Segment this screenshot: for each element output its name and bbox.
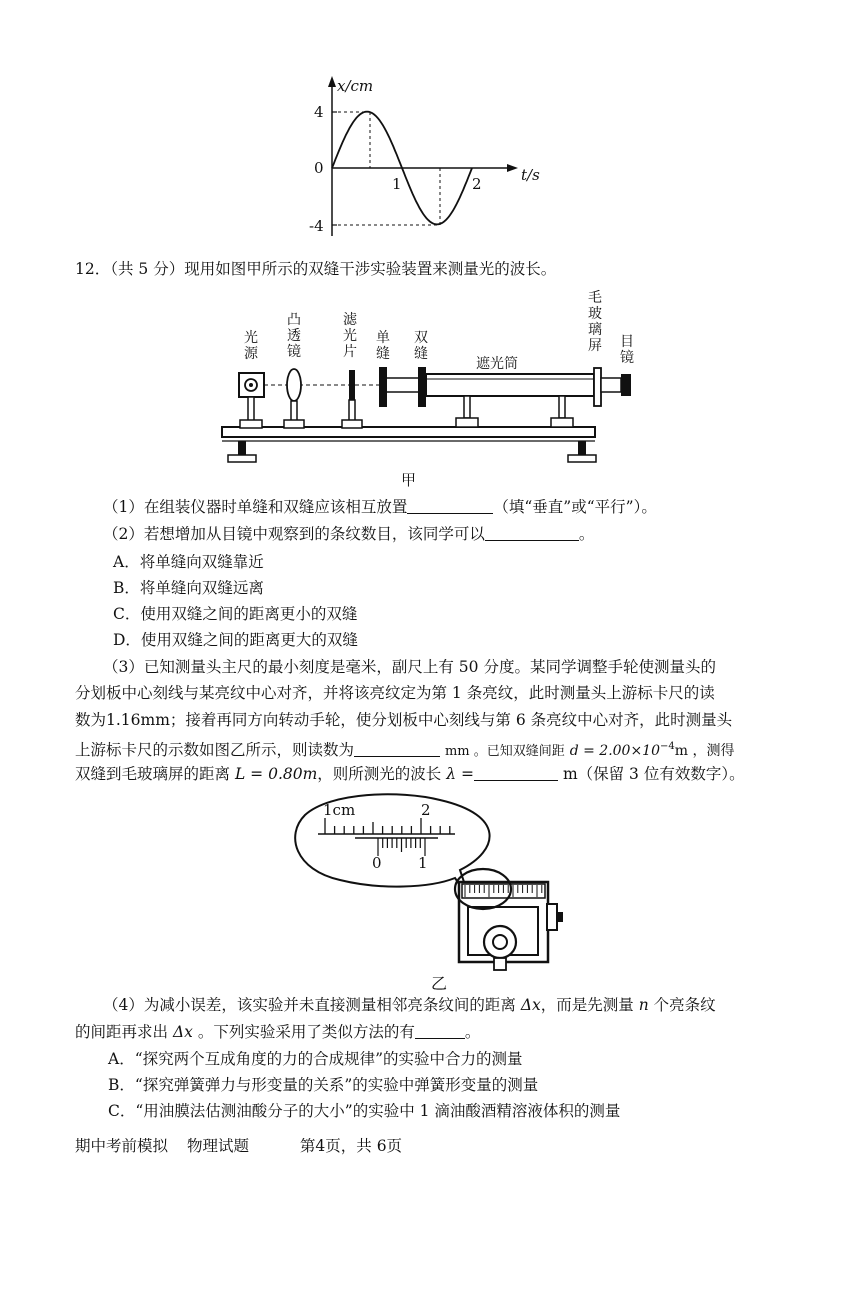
label-light-shield-tube: 遮光筒 xyxy=(476,356,518,372)
rail xyxy=(222,427,595,437)
x-tick-label-1: 1 xyxy=(392,175,402,193)
part-3-line-5-b: L = 0.80m xyxy=(234,765,318,783)
label-ground-glass-screen: 毛玻璃屏 xyxy=(588,290,602,354)
convex-lens xyxy=(287,369,301,401)
main-scale-label-1cm: 1cm xyxy=(323,801,356,819)
apparatus-figure xyxy=(215,280,635,485)
answer-blank-1[interactable] xyxy=(407,497,493,514)
x-axis-label: t/s xyxy=(521,166,540,184)
part-4-line-2-b: Δx xyxy=(172,1023,193,1041)
part-4-line-2-d: 。 xyxy=(464,1023,481,1041)
footer-subject: 物理试题 xyxy=(186,1137,249,1155)
tube-support-left-base xyxy=(456,418,478,427)
part-1-text xyxy=(103,496,657,518)
part-4-line-2-c: 。下列实验采用了类似方法的有 xyxy=(197,1023,415,1041)
part-3-line-1: （3）已知测量头主尺的最小刻度是毫米，副尺上有 50 分度。某同学调整手轮使测量头的 xyxy=(103,658,716,676)
option-d: D．使用双缝之间的距离更大的双缝 xyxy=(113,631,358,649)
footer-exam-name: 期中考前模拟 xyxy=(75,1137,169,1155)
part-3-line-3: 数为1.16mm；接着再同方向转动手轮，使分划板中心刻线与第 6 条亮纹中心对齐，此时测量头 xyxy=(75,711,733,729)
filter-post xyxy=(349,400,355,421)
label-eyepiece: 目镜 xyxy=(620,334,634,366)
part-3-line-2: 分划板中心刻线与某亮纹中心对齐，并将该亮纹定为第 1 条亮纹，此时测量头上游标卡尺的读 xyxy=(75,684,715,702)
label-single-slit: 单缝 xyxy=(376,330,390,362)
part-3-line-5 xyxy=(75,763,745,785)
origin-label: 0 xyxy=(314,159,324,177)
part-4-line-1 xyxy=(103,994,716,1016)
handwheel-inner xyxy=(493,935,507,949)
rail-foot-right xyxy=(578,441,586,455)
filter-base xyxy=(342,420,362,428)
figure-caption-yi: 乙 xyxy=(431,974,448,993)
eyepiece xyxy=(621,374,631,396)
slit-spacing-formula xyxy=(570,741,675,759)
side-knob xyxy=(547,904,557,930)
xt-graph xyxy=(300,70,540,240)
part-4-line-1-a: （4）为减小误差，该实验并未直接测量相邻亮条纹间的距离 xyxy=(103,996,516,1014)
light-shield-tube xyxy=(426,374,594,396)
part-4-line-1-b: Δx xyxy=(520,996,541,1014)
footer-page-info: 第4页，共 6页 xyxy=(299,1137,403,1155)
part-4-option-a: A．“探究两个互成角度的力的合成规律”的实验中合力的测量 xyxy=(108,1050,523,1068)
footer xyxy=(75,1135,402,1157)
x-axis-arrow xyxy=(507,164,518,172)
answer-blank-2[interactable] xyxy=(485,524,579,541)
lens-base xyxy=(284,420,304,428)
option-a: A．将单缝向双缝靠近 xyxy=(113,553,264,571)
filter-plate xyxy=(349,370,355,400)
part-2-prompt: （2）若想增加从目镜中观察到的条纹数目，该同学可以 xyxy=(103,525,485,543)
ground-glass-screen xyxy=(594,368,601,406)
answer-blank-3a[interactable] xyxy=(354,740,440,757)
option-b: B．将单缝向双缝远离 xyxy=(113,579,264,597)
single-slit xyxy=(379,367,387,407)
part-4-line-2-a: 的间距再求出 xyxy=(75,1023,169,1041)
main-scale-label-2: 2 xyxy=(421,801,431,819)
part-3-line-4-a: 上游标卡尺的示数如图乙所示，则读数为 xyxy=(75,741,355,760)
rail-foot-right-base xyxy=(568,455,596,462)
side-knob-cap xyxy=(557,912,563,922)
part-2-end: 。 xyxy=(578,525,595,543)
y-tick-label-neg4: -4 xyxy=(309,217,324,235)
answer-blank-4[interactable] xyxy=(415,1022,465,1039)
rail-foot-left-base xyxy=(228,455,256,462)
y-axis-label: x/cm xyxy=(337,77,374,95)
label-filter: 滤光片 xyxy=(343,312,357,360)
part-3-line-4-c: d = 2.00×10 xyxy=(569,743,660,760)
answer-blank-3b[interactable] xyxy=(474,764,558,781)
light-source-core xyxy=(249,383,253,387)
part-4-line-2 xyxy=(75,1021,480,1043)
label-double-slit: 双缝 xyxy=(414,330,428,362)
option-c: C．使用双缝之间的距离更小的双缝 xyxy=(113,605,358,623)
question-12-title: 12．（共 5 分）现用如图甲所示的双缝干涉实验装置来测量光的波长。 xyxy=(75,260,557,278)
part-1-prompt: （1）在组装仪器时单缝和双缝应该相互放置 xyxy=(103,498,408,516)
part-3-line-4 xyxy=(75,736,734,763)
part-2-text xyxy=(103,523,594,545)
part-4-line-1-e: 个亮条纹 xyxy=(653,996,716,1014)
part-3-line-4-exp: −4 xyxy=(660,741,675,752)
part-4-option-c: C．“用油膜法估测油酸分子的大小”的实验中 1 滴油酸酒精溶液体积的测量 xyxy=(108,1102,621,1120)
lens-post xyxy=(291,401,297,421)
x-tick-label-2: 2 xyxy=(472,175,482,193)
vernier-label-0: 0 xyxy=(372,854,382,872)
tube-support-right-base xyxy=(551,418,573,427)
part-3-line-4-d: m ，测得 xyxy=(674,743,735,760)
part-4-line-1-d: n xyxy=(638,996,649,1014)
part-1-hint: （填“垂直”或“平行”）。 xyxy=(493,498,657,516)
label-convex-lens: 凸透镜 xyxy=(287,312,301,360)
caliper-figure xyxy=(290,790,580,990)
y-tick-label-4: 4 xyxy=(314,103,324,121)
part-4-line-1-c: ，而是先测量 xyxy=(540,996,634,1014)
rail-foot-left xyxy=(238,441,246,455)
tube-support-right xyxy=(559,396,565,418)
part-3-line-5-a: 双缝到毛玻璃屏的距离 xyxy=(75,765,231,783)
double-slit xyxy=(418,367,426,407)
part-3-line-4-b: mm 。已知双缝间距 xyxy=(444,744,565,760)
light-source-post xyxy=(248,397,254,422)
slit-connector xyxy=(386,378,420,392)
y-axis-arrow xyxy=(328,76,336,87)
tube-support-left xyxy=(464,396,470,418)
part-3-line-5-c: ，则所测光的波长 xyxy=(317,765,442,783)
figure-caption-jia: 甲 xyxy=(401,471,417,489)
eyepiece-tube xyxy=(601,378,621,392)
vernier-label-1: 1 xyxy=(418,854,428,872)
part-3-line-5-e: m（保留 3 位有效数字）。 xyxy=(562,765,745,783)
label-light-source: 光源 xyxy=(244,330,258,362)
part-4-option-b: B．“探究弹簧弹力与形变量的关系”的实验中弹簧形变量的测量 xyxy=(108,1076,539,1094)
light-source-base xyxy=(240,420,262,428)
handwheel-stem xyxy=(494,958,506,970)
part-3-line-5-d: λ = xyxy=(446,765,474,783)
